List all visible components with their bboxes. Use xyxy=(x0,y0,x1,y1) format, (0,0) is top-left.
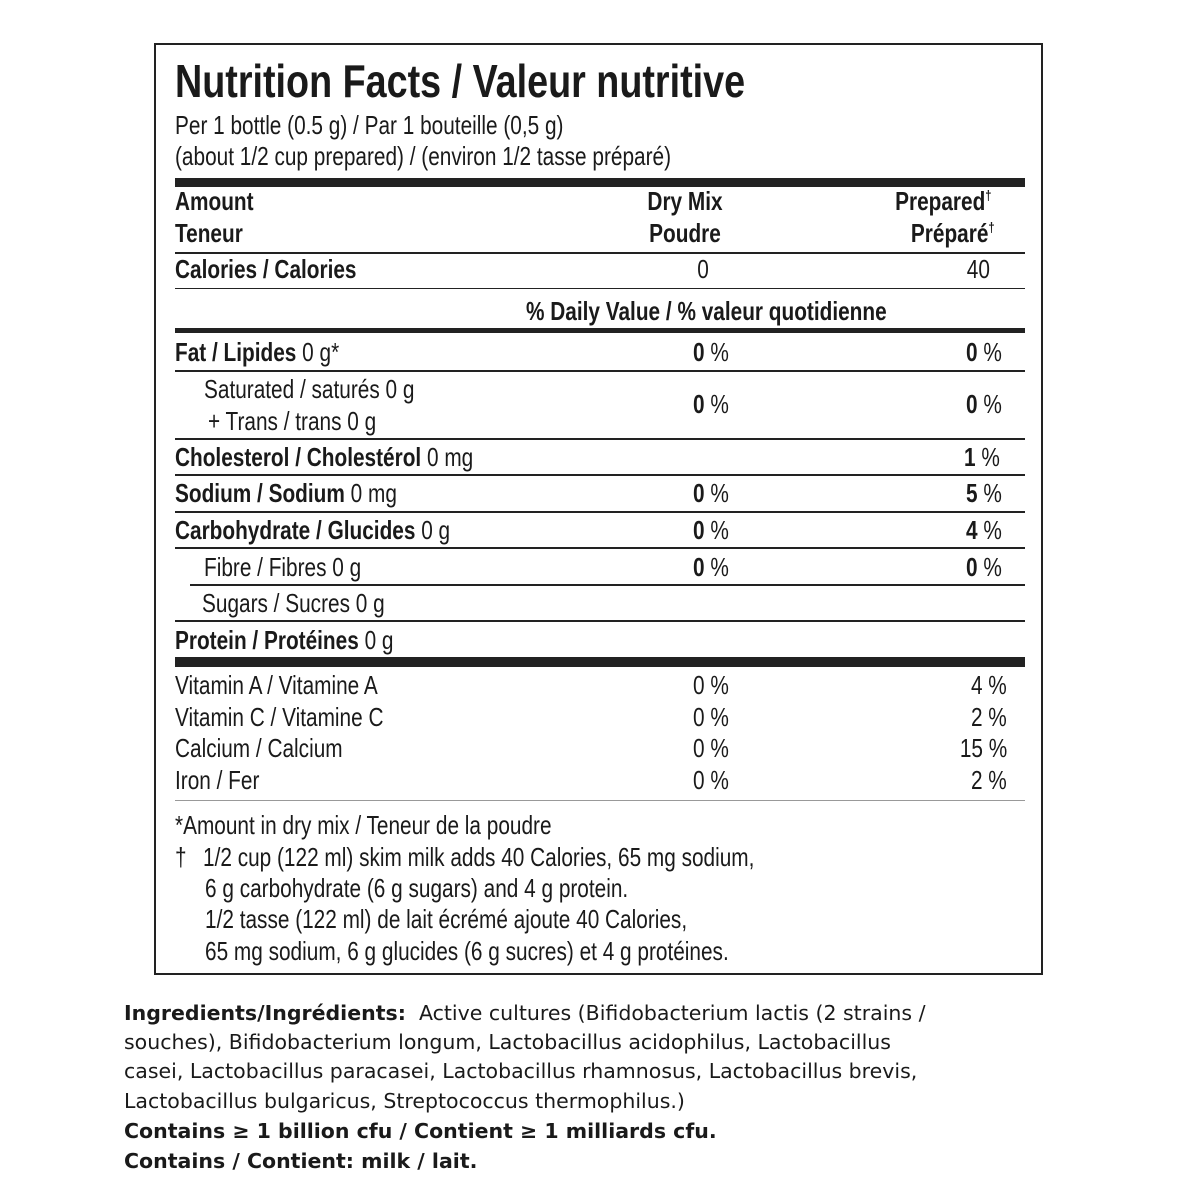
vitamin-c: Vitamin C / Vitamine C xyxy=(175,702,384,732)
vitamin-a-dry: 0 % xyxy=(693,670,729,700)
footnote-dagger-line: 6 g carbohydrate (6 g sugars) and 4 g protein. xyxy=(205,873,629,903)
sodium-dry-dv: 0 % xyxy=(693,478,729,508)
contains-allergen: Contains / Contient: milk / lait. xyxy=(124,1149,478,1173)
nutrient-protein: Protein / Protéines 0 g xyxy=(175,625,394,655)
saturated-prepared-dv: 0 % xyxy=(966,389,1002,419)
footnote-dagger-line: 1/2 tasse (122 ml) de lait écrémé ajoute 40 Calories, xyxy=(205,904,688,934)
divider xyxy=(175,370,1025,372)
cholesterol-prepared-dv: 1 % xyxy=(964,442,1000,472)
serving-size-prepared: (about 1/2 cup prepared) / (environ 1/2 tasse préparé) xyxy=(175,141,672,171)
thick-divider xyxy=(175,328,1025,333)
ingredients-line: Lactobacillus bulgaricus, Streptococcus thermophilus.) xyxy=(124,1089,685,1113)
nutrient-cholesterol: Cholesterol / Cholestérol 0 mg xyxy=(175,442,474,472)
carbohydrate-prepared-dv: 4 % xyxy=(966,515,1002,545)
ingredients-line: casei, Lactobacillus paracasei, Lactobacillus rhamnosus, Lactobacillus brevis, xyxy=(124,1059,918,1083)
header-prepared: Prepared† xyxy=(895,186,992,216)
nutrient-fat: Fat / Lipides 0 g* xyxy=(175,337,340,367)
nutrient-fibre: Fibre / Fibres 0 g xyxy=(204,552,362,582)
footnote-dagger-line: 65 mg sodium, 6 g glucides (6 g sucres) et 4 g protéines. xyxy=(205,936,729,966)
fibre-prepared-dv: 0 % xyxy=(966,552,1002,582)
panel-title: Nutrition Facts / Valeur nutritive xyxy=(175,55,746,107)
calcium-dry: 0 % xyxy=(693,733,729,763)
fat-prepared-dv: 0 % xyxy=(966,337,1002,367)
divider xyxy=(175,288,1025,289)
nutrient-sodium: Sodium / Sodium 0 mg xyxy=(175,478,397,508)
fat-dry-dv: 0 % xyxy=(693,337,729,367)
sodium-prepared-dv: 5 % xyxy=(966,478,1002,508)
serving-size: Per 1 bottle (0.5 g) / Par 1 bouteille (0,5 g) xyxy=(175,110,564,140)
dagger-icon: † xyxy=(175,842,187,872)
daily-value-header: % Daily Value / % valeur quotidienne xyxy=(526,296,887,326)
ingredients-line: souches), Bifidobacterium longum, Lactobacillus acidophilus, Lactobacillus xyxy=(124,1030,891,1054)
header-teneur: Teneur xyxy=(175,218,243,248)
vitamin-c-prepared: 2 % xyxy=(971,702,1007,732)
divider xyxy=(175,511,1025,513)
divider xyxy=(175,547,1025,549)
vitamin-c-dry: 0 % xyxy=(693,702,729,732)
calcium: Calcium / Calcium xyxy=(175,733,343,763)
nutrient-saturated: Saturated / saturés 0 g xyxy=(204,374,415,404)
iron-prepared: 2 % xyxy=(971,765,1007,795)
divider xyxy=(175,474,1025,476)
divider xyxy=(175,800,1025,801)
footnote-asterisk: *Amount in dry mix / Teneur de la poudre xyxy=(175,810,552,840)
calories-prepared: 40 xyxy=(966,254,990,284)
ingredients-line: Ingredients/Ingrédients: Active cultures (Bifidobacterium lactis (2 strains / xyxy=(124,1001,926,1025)
calories-dry: 0 xyxy=(697,254,709,284)
vitamin-a: Vitamin A / Vitamine A xyxy=(175,670,378,700)
iron: Iron / Fer xyxy=(175,765,260,795)
vitamin-a-prepared: 4 % xyxy=(971,670,1007,700)
contains-cfu: Contains ≥ 1 billion cfu / Contient ≥ 1 milliards cfu. xyxy=(124,1119,717,1143)
saturated-dry-dv: 0 % xyxy=(693,389,729,419)
nutrient-trans: + Trans / trans 0 g xyxy=(208,406,377,436)
divider xyxy=(175,620,1025,622)
nutrient-sugars: Sugars / Sucres 0 g xyxy=(202,588,385,618)
header-amount: Amount xyxy=(175,186,254,216)
divider xyxy=(190,584,1025,586)
footnote-dagger-line: 1/2 cup (122 ml) skim milk adds 40 Calories, 65 mg sodium, xyxy=(203,842,755,872)
divider xyxy=(175,438,1025,440)
calcium-prepared: 15 % xyxy=(959,733,1007,763)
thick-divider xyxy=(175,657,1025,667)
header-poudre: Poudre xyxy=(649,218,721,248)
fibre-dry-dv: 0 % xyxy=(693,552,729,582)
calories-label: Calories / Calories xyxy=(175,254,357,284)
header-prepare-fr: Préparé† xyxy=(911,218,995,248)
header-dry-mix: Dry Mix xyxy=(647,186,723,216)
iron-dry: 0 % xyxy=(693,765,729,795)
carbohydrate-dry-dv: 0 % xyxy=(693,515,729,545)
nutrient-carbohydrate: Carbohydrate / Glucides 0 g xyxy=(175,515,451,545)
